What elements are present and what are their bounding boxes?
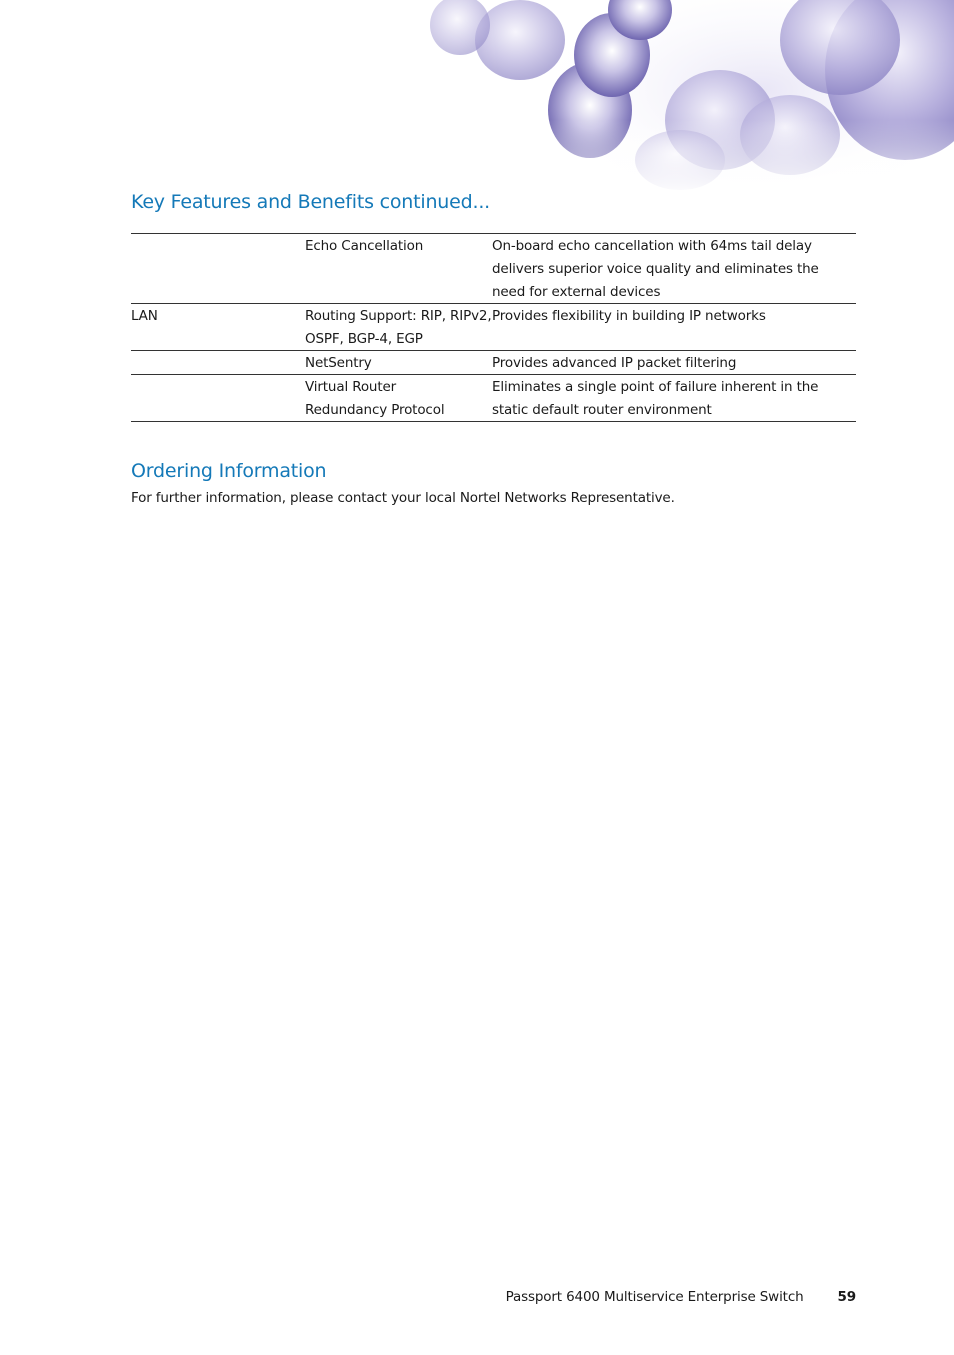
feature-cell-line: Redundancy Protocol (305, 402, 445, 418)
benefit-cell-line: Eliminates a single point of failure inherent in the (492, 379, 819, 395)
header-banner-image (0, 0, 954, 195)
category-cell-line (131, 234, 305, 235)
feature-cell-line: Echo Cancellation (305, 238, 424, 254)
category-cell (131, 304, 305, 351)
feature-cell-line: Virtual Router (305, 379, 397, 395)
feature-cell (305, 234, 492, 304)
category-cell-line: LAN (131, 308, 158, 324)
feature-cell-line: OSPF, BGP-4, EGP (305, 331, 423, 347)
page-number: 59 (837, 1289, 856, 1305)
category-cell (131, 351, 305, 375)
feature-cell (305, 375, 492, 422)
category-cell (131, 375, 305, 422)
benefit-cell (492, 375, 856, 422)
benefit-cell-line: On-board echo cancellation with 64ms tail delay (492, 238, 812, 254)
feature-cell (305, 304, 492, 351)
benefit-cell (492, 304, 856, 351)
benefit-cell-line: static default router environment (492, 402, 712, 418)
features-table (131, 233, 856, 422)
ordering-text: For further information, please contact your local Nortel Networks Representative. (131, 490, 675, 506)
table-row (131, 234, 856, 304)
table-row (131, 351, 856, 375)
benefit-cell-line: Provides flexibility in building IP networks (492, 308, 766, 324)
category-cell-line (131, 375, 305, 376)
page-footer (0, 1289, 856, 1305)
feature-cell-line: Routing Support: RIP, RIPv2, (305, 308, 492, 324)
ordering-heading: Ordering Information (131, 460, 327, 482)
benefit-cell-line: delivers superior voice quality and eliminates the (492, 261, 819, 277)
features-heading: Key Features and Benefits continued... (131, 191, 491, 213)
table-row (131, 304, 856, 351)
benefit-cell (492, 351, 856, 375)
benefit-cell-line: need for external devices (492, 284, 661, 300)
category-cell-line (131, 351, 305, 352)
benefit-cell-line: Provides advanced IP packet filtering (492, 355, 737, 371)
feature-cell-line: NetSentry (305, 355, 372, 371)
benefit-cell (492, 234, 856, 304)
footer-title: Passport 6400 Multiservice Enterprise Switch (505, 1289, 804, 1305)
category-cell (131, 234, 305, 304)
table-row (131, 375, 856, 422)
feature-cell (305, 351, 492, 375)
